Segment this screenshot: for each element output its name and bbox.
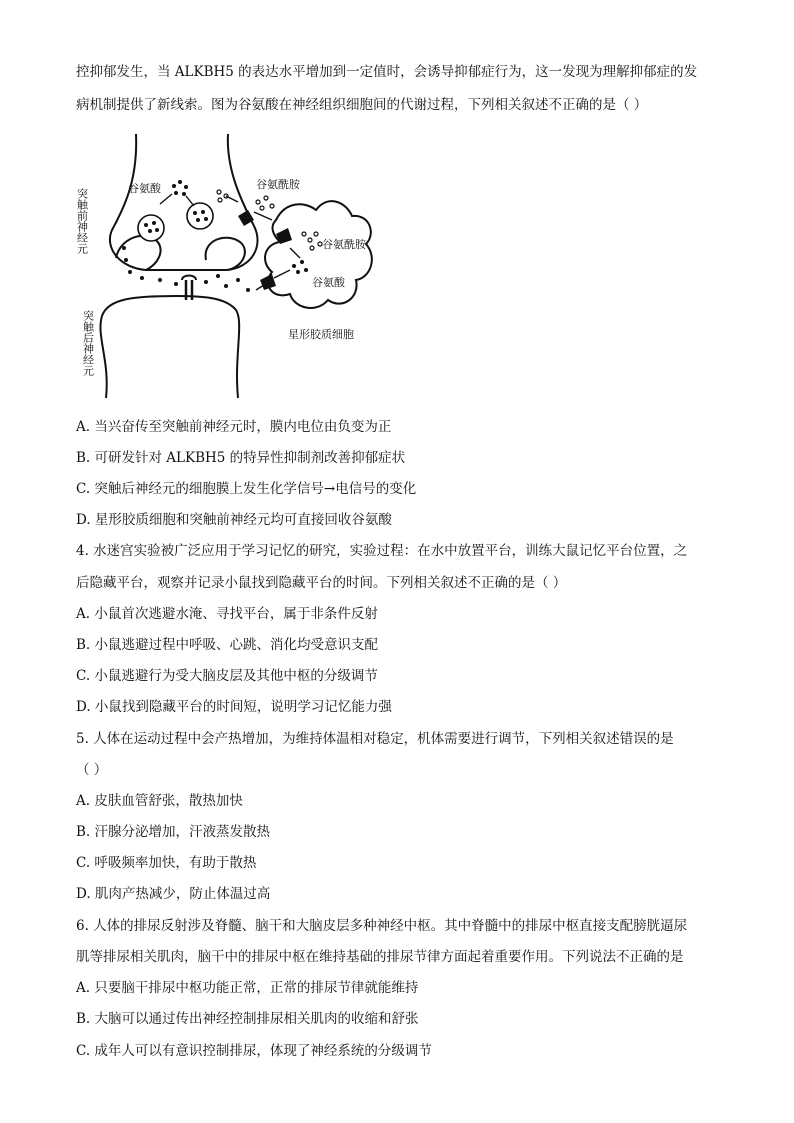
glutamate-metabolism-figure <box>76 130 396 398</box>
option-b: B. 汗腺分泌增加，汗液蒸发散热 <box>76 824 271 840</box>
synapse-diagram <box>76 130 396 398</box>
astrocyte-glutamine-dots <box>302 232 322 250</box>
astrocyte-label: 星形胶质细胞 <box>288 328 354 341</box>
question-stem-line: 后隐藏平台，观察并记录小鼠找到隐藏平台的时间。下列相关叙述不正确的是（ ） <box>76 575 567 591</box>
option-b: B. 小鼠逃避过程中呼吸、心跳、消化均受意识支配 <box>76 637 379 653</box>
vesicle <box>187 203 213 229</box>
option-c: C. 呼吸频率加快，有助于散热 <box>76 855 257 871</box>
postsynaptic-neuron-outline <box>100 296 239 398</box>
question-stem-line: 控抑郁发生，当 ALKBH5 的表达水平增加到一定值时，会诱导抑郁症行为，这一发现为理解抑郁症的发 <box>76 64 698 80</box>
option-d: D. 星形胶质细胞和突触前神经元均可直接回收谷氨酸 <box>76 512 392 528</box>
option-b: B. 大脑可以通过传出神经控制排尿相关肌肉的收缩和舒张 <box>76 1011 419 1027</box>
astrocyte-outline <box>265 201 372 308</box>
question-stem-line: 4. 水迷宫实验被广泛应用于学习记忆的研究，实验过程：在水中放置平台，训练大鼠记忆平台位置，之 <box>76 543 688 559</box>
glutamine-label-right: 谷氨酰胺 <box>322 238 366 251</box>
option-a: A. 皮肤血管舒张，散热加快 <box>76 793 243 809</box>
option-a: A. 当兴奋传至突触前神经元时，膜内电位由负变为正 <box>76 419 392 435</box>
postsynaptic-label: 突触后神经元 <box>81 310 95 376</box>
glutamine-label-top: 谷氨酰胺 <box>256 178 300 191</box>
vesicle-bulge-right <box>206 238 245 270</box>
option-d: D. 小鼠找到隐藏平台的时间短，说明学习记忆能力强 <box>76 699 392 715</box>
question-stem-line: 6. 人体的排尿反射涉及脊髓、脑干和大脑皮层多种神经中枢。其中脊髓中的排尿中枢直接支配膀胱逼尿 <box>76 918 688 934</box>
glutamate-label-left: 谷氨酸 <box>128 182 161 195</box>
option-a: A. 小鼠首次逃避水淹、寻找平台，属于非条件反射 <box>76 606 378 622</box>
vesicle <box>138 215 164 241</box>
transporter-icon <box>238 210 254 226</box>
glutamate-label-right: 谷氨酸 <box>312 276 345 289</box>
option-d: D. 肌肉产热减少，防止体温过高 <box>76 886 271 902</box>
presynaptic-label: 突触前神经元 <box>76 188 89 254</box>
question-stem-line: 病机制提供了新线索。图为谷氨酸在神经组织细胞间的代谢过程，下列相关叙述不正确的是（ ） <box>76 97 648 113</box>
option-a: A. 只要脑干排尿中枢功能正常，正常的排尿节律就能维持 <box>76 980 419 996</box>
option-c: C. 小鼠逃避行为受大脑皮层及其他中枢的分级调节 <box>76 668 378 684</box>
option-b: B. 可研发针对 ALKBH5 的特异性抑制剂改善抑郁症状 <box>76 450 406 466</box>
question-stem-line: 5. 人体在运动过程中会产热增加，为维持体温相对稳定，机体需要进行调节，下列相关叙述错误的是 <box>76 731 674 747</box>
question-stem-line: 肌等排尿相关肌肉，脑干中的排尿中枢在维持基础的排尿节律方面起着重要作用。下列说法不正确的是 <box>76 949 684 965</box>
glutamate-dots <box>172 180 188 196</box>
astrocyte-glutamate-dots <box>292 260 308 274</box>
option-c: C. 成年人可以有意识控制排尿，体现了神经系统的分级调节 <box>76 1043 432 1059</box>
question-stem-line: （ ） <box>76 762 108 778</box>
option-c: C. 突触后神经元的细胞膜上发生化学信号→电信号的变化 <box>76 481 417 497</box>
presynaptic-neuron-outline <box>110 134 258 270</box>
